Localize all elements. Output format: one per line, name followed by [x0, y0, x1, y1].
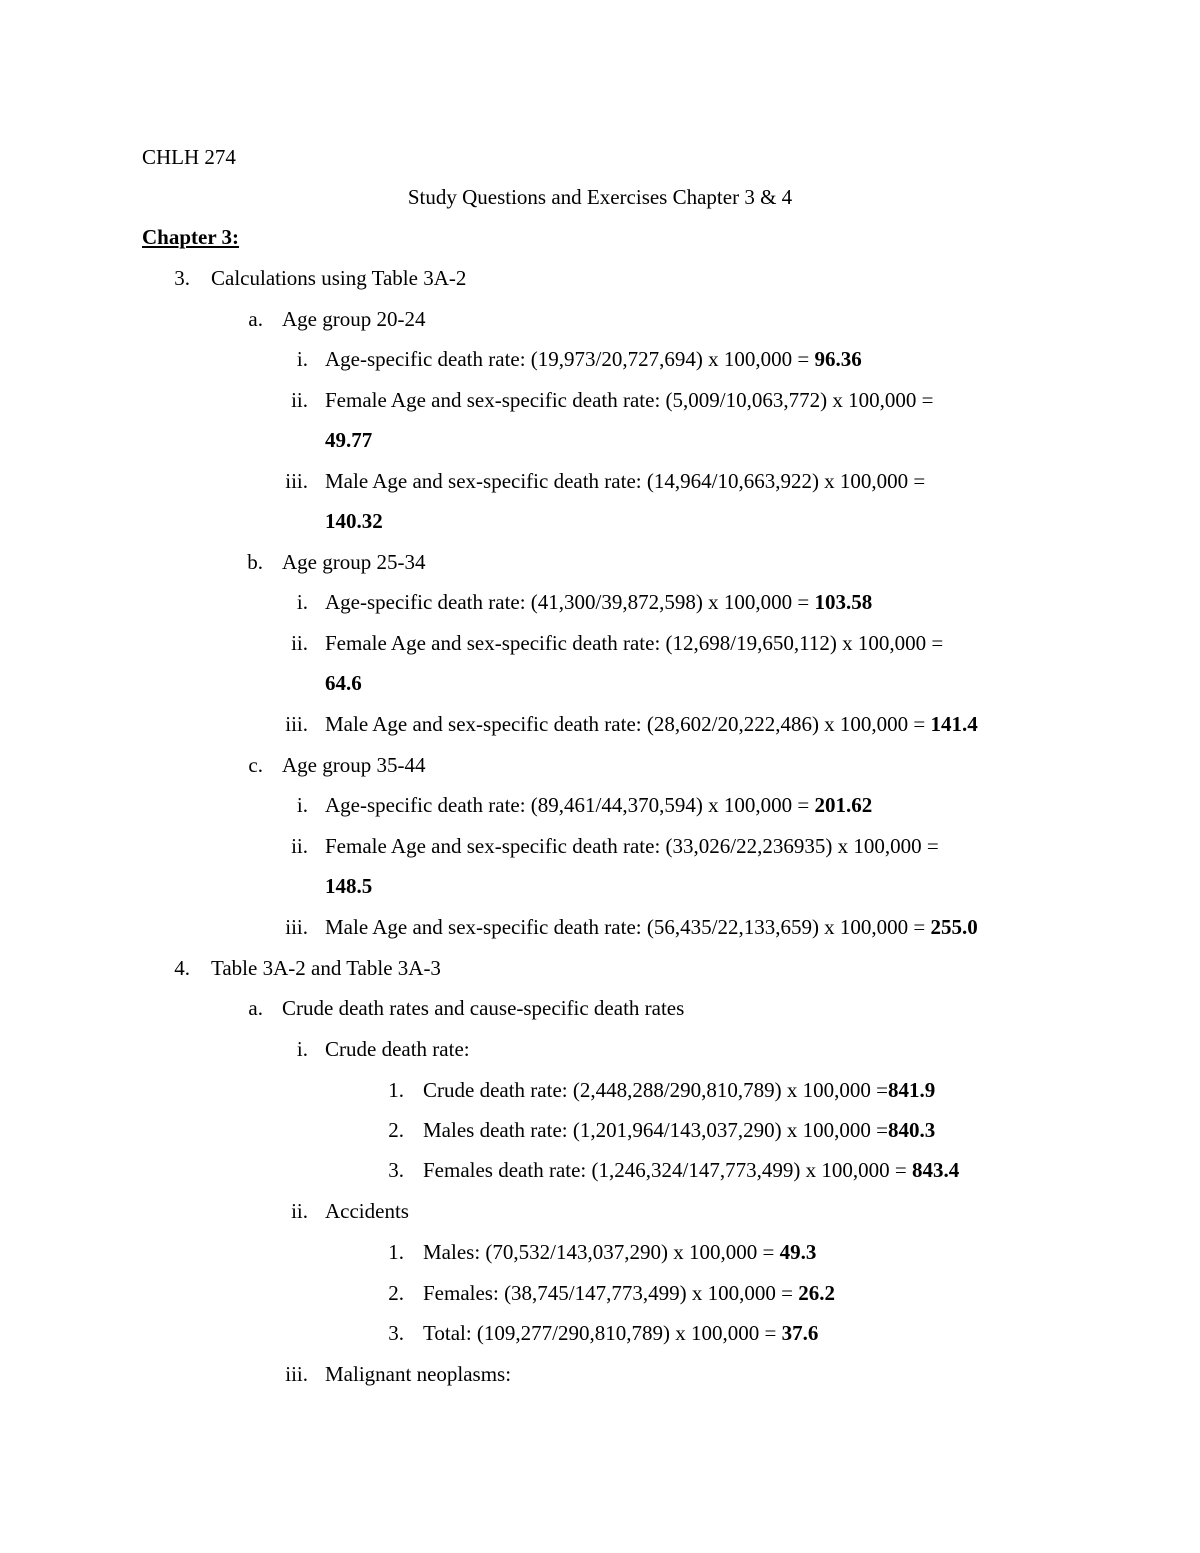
- list-roman: iii.: [285, 1362, 308, 1386]
- list-roman: ii.: [291, 388, 308, 412]
- list-roman: ii.: [291, 631, 308, 655]
- list-roman: iii.: [285, 915, 308, 939]
- item-answer: 140.32: [325, 509, 383, 533]
- list-roman: i.: [296, 793, 308, 817]
- item-answer: 840.3: [888, 1118, 936, 1142]
- list-text: Crude death rate:: [325, 1037, 470, 1061]
- item-answer: 49.3: [779, 1240, 817, 1264]
- list-number: 3.: [174, 266, 190, 290]
- list-roman: ii.: [291, 1199, 308, 1223]
- item-answer: 843.4: [911, 1158, 960, 1182]
- document-title: Study Questions and Exercises Chapter 3 & 4: [407, 185, 793, 209]
- list-text: Age group 20-24: [282, 307, 426, 331]
- item-answer: 148.5: [325, 874, 373, 898]
- item-answer: 37.6: [781, 1321, 819, 1345]
- list-roman: i.: [296, 590, 308, 614]
- item-text: Female Age and sex-specific death rate: (12,698/19,650,112) x 100,000 =: [325, 631, 944, 655]
- list-roman: i.: [296, 1037, 308, 1061]
- list-roman: ii.: [291, 834, 308, 858]
- item-text: Male Age and sex-specific death rate: (56,435/22,133,659) x 100,000 =: [325, 915, 931, 939]
- item-answer: 141.4: [930, 712, 978, 736]
- item-answer: 96.36: [814, 347, 862, 371]
- item-text: Females: (38,745/147,773,499) x 100,000 =: [423, 1281, 799, 1305]
- item-text: Age-specific death rate: (19,973/20,727,694) x 100,000 =: [325, 347, 815, 371]
- item-answer: 255.0: [930, 915, 978, 939]
- list-letter: c.: [248, 753, 263, 777]
- item-text: Males death rate: (1,201,964/143,037,290) x 100,000 =: [423, 1118, 889, 1142]
- list-roman: iii.: [285, 712, 308, 736]
- list-number: 3.: [388, 1158, 404, 1182]
- list-number: 4.: [174, 956, 190, 980]
- list-number: 1.: [388, 1078, 404, 1102]
- list-text: Age group 35-44: [282, 753, 426, 777]
- list-text: Malignant neoplasms:: [325, 1362, 512, 1386]
- list-letter: b.: [247, 550, 263, 574]
- item-answer: 841.9: [888, 1078, 936, 1102]
- list-number: 2.: [388, 1281, 404, 1305]
- list-text: Crude death rates and cause-specific death rates: [282, 996, 685, 1020]
- item-text: Female Age and sex-specific death rate: (5,009/10,063,772) x 100,000 =: [325, 388, 934, 412]
- list-letter: a.: [248, 307, 263, 331]
- list-text: Table 3A-2 and Table 3A-3: [211, 956, 441, 980]
- list-text: Calculations using Table 3A-2: [211, 266, 467, 290]
- list-number: 2.: [388, 1118, 404, 1142]
- list-roman: iii.: [285, 469, 308, 493]
- item-text: Age-specific death rate: (41,300/39,872,598) x 100,000 =: [325, 590, 815, 614]
- list-number: 3.: [388, 1321, 404, 1345]
- list-text: Accidents: [325, 1199, 409, 1223]
- list-roman: i.: [296, 347, 308, 371]
- list-text: Age group 25-34: [282, 550, 426, 574]
- list-number: 1.: [388, 1240, 404, 1264]
- item-answer: 103.58: [814, 590, 873, 614]
- item-text: Age-specific death rate: (89,461/44,370,594) x 100,000 =: [325, 793, 815, 817]
- item-text: Male Age and sex-specific death rate: (14,964/10,663,922) x 100,000 =: [325, 469, 926, 493]
- list-letter: a.: [248, 996, 263, 1020]
- item-answer: 26.2: [798, 1281, 835, 1305]
- item-text: Males: (70,532/143,037,290) x 100,000 =: [423, 1240, 780, 1264]
- item-text: Male Age and sex-specific death rate: (28,602/20,222,486) x 100,000 =: [325, 712, 931, 736]
- item-text: Female Age and sex-specific death rate: (33,026/22,236935) x 100,000 =: [325, 834, 939, 858]
- item-answer: 201.62: [814, 793, 873, 817]
- course-code: CHLH 274: [142, 145, 236, 169]
- item-text: Females death rate: (1,246,324/147,773,499) x 100,000 =: [423, 1158, 912, 1182]
- chapter-heading: Chapter 3:: [142, 225, 240, 249]
- item-answer: 49.77: [325, 428, 373, 452]
- item-text: Total: (109,277/290,810,789) x 100,000 =: [423, 1321, 782, 1345]
- item-answer: 64.6: [325, 671, 362, 695]
- item-text: Crude death rate: (2,448,288/290,810,789) x 100,000 =: [423, 1078, 889, 1102]
